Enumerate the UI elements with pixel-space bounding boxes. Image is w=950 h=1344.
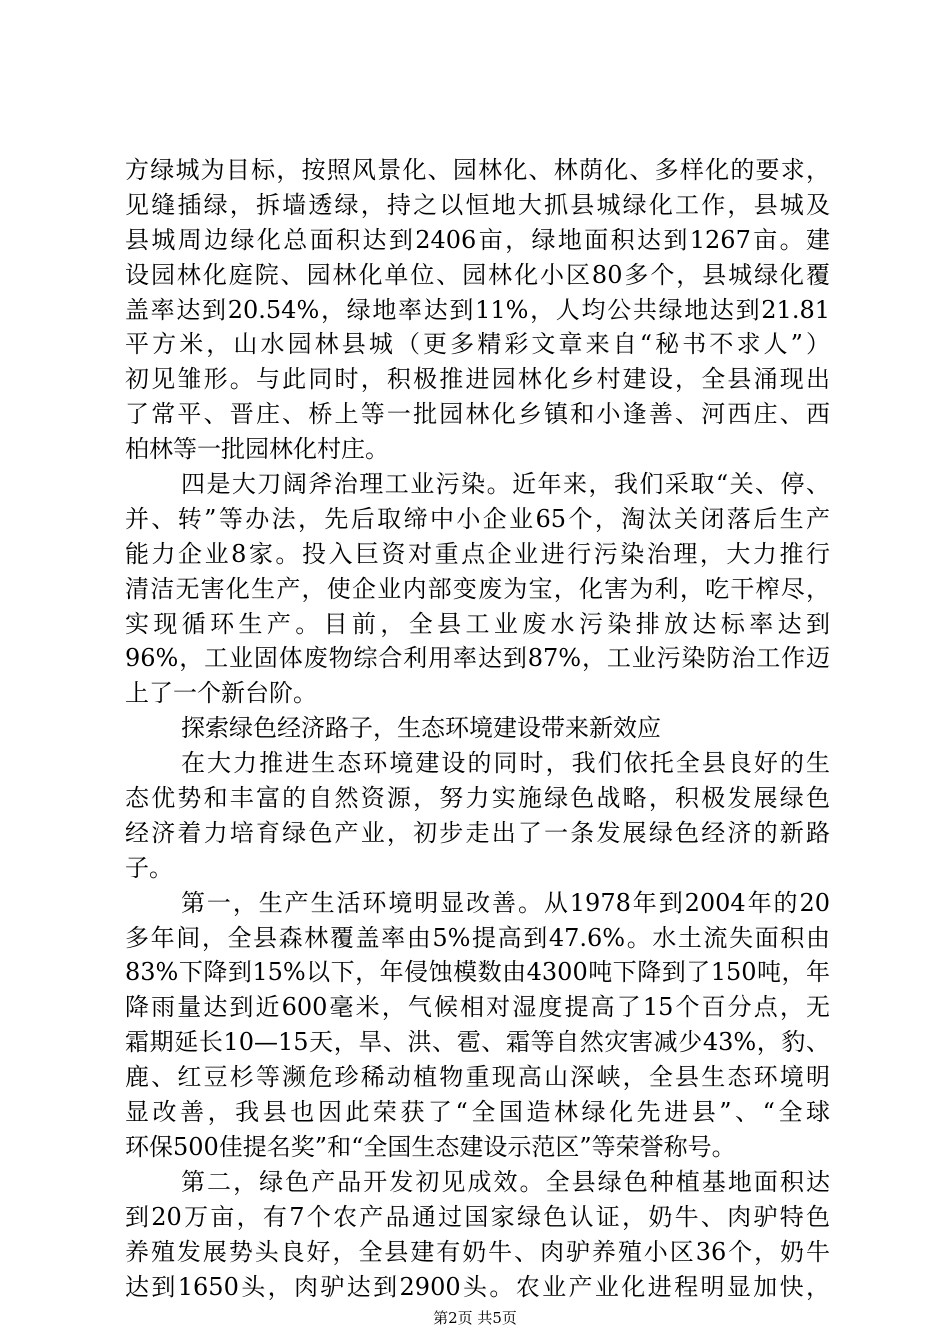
text-line: 盖率达到20.54%，绿地率达到11%，人均公共绿地达到21.81 bbox=[125, 295, 830, 324]
text-line: 设园林化庭院、园林化单位、园林化小区80多个，县城绿化覆 bbox=[125, 260, 830, 289]
text-line: 了常平、晋庄、桥上等一批园林化乡镇和小逢善、河西庄、西 bbox=[125, 400, 830, 429]
text-line: 环保500佳提名奖”和“全国生态建设示范区”等荣誉称号。 bbox=[125, 1132, 736, 1161]
text-line: 达到1650头，肉驴达到2900头。农业产业化进程明显加快， bbox=[125, 1272, 830, 1301]
page-footer bbox=[0, 1308, 950, 1328]
page-number: 第2页 共5页 bbox=[433, 1309, 517, 1327]
text-line: 鹿、红豆杉等濒危珍稀动植物重现高山深峡，全县生态环境明 bbox=[125, 1063, 830, 1092]
text-line: 能力企业8家。投入巨资对重点企业进行污染治理，大力推行 bbox=[125, 539, 830, 568]
text-line: 实现循环生产。目前，全县工业废水污染排放达标率达到 bbox=[125, 609, 830, 638]
paragraph-start-line: 在大力推进生态环境建设的同时，我们依托全县良好的生 bbox=[181, 749, 830, 778]
text-line: 清洁无害化生产，使企业内部变废为宝，化害为利，吃干榨尽， bbox=[125, 574, 830, 603]
text-line: 到20万亩，有7个农产品通过国家绿色认证，奶牛、肉驴特色 bbox=[125, 1202, 830, 1231]
text-line: 见缝插绿，拆墙透绿，持之以恒地大抓县城绿化工作，县城及 bbox=[125, 190, 830, 219]
text-line: 96%，工业固体废物综合利用率达到87%，工业污染防治工作迈 bbox=[125, 644, 830, 673]
text-line: 霜期延长10—15天，旱、洪、雹、霜等自然灾害减少43%，豹、 bbox=[125, 1028, 830, 1057]
text-line: 显改善，我县也因此荣获了“全国造林绿化先进县”、“全球 bbox=[125, 1098, 830, 1127]
text-line: 经济着力培育绿色产业，初步走出了一条发展绿色经济的新路 bbox=[125, 818, 830, 847]
paragraph-start-line: 四是大刀阔斧治理工业污染。近年来，我们采取“关、停、 bbox=[181, 470, 830, 499]
paragraph-start-line: 第一，生产生活环境明显改善。从1978年到2004年的20 bbox=[181, 888, 830, 917]
text-line: 并、转”等办法，先后取缔中小企业65个，淘汰关闭落后生产 bbox=[125, 504, 830, 533]
text-line: 县城周边绿化总面积达到2406亩，绿地面积达到1267亩。建 bbox=[125, 225, 830, 254]
text-line: 降雨量达到近600毫米，气候相对湿度提高了15个百分点，无 bbox=[125, 993, 830, 1022]
paragraph-start-line: 第二，绿色产品开发初见成效。全县绿色种植基地面积达 bbox=[181, 1167, 830, 1196]
text-line: 平方米，山水园林县城（更多精彩文章来自“秘书不求人”） bbox=[125, 330, 830, 359]
text-line: 方绿城为目标，按照风景化、园林化、林荫化、多样化的要求， bbox=[125, 156, 830, 184]
text-line: 子。 bbox=[125, 853, 173, 882]
text-line: 多年间，全县森林覆盖率由5%提高到47.6%。水土流失面积由 bbox=[125, 923, 830, 952]
document-body bbox=[125, 153, 830, 1304]
text-line: 初见雏形。与此同时，积极推进园林化乡村建设，全县涌现出 bbox=[125, 365, 830, 394]
section-heading: 探索绿色经济路子，生态环境建设带来新效应 bbox=[181, 714, 661, 743]
text-line: 养殖发展势头良好，全县建有奶牛、肉驴养殖小区36个，奶牛 bbox=[125, 1237, 830, 1266]
text-line: 态优势和丰富的自然资源，努力实施绿色战略，积极发展绿色 bbox=[125, 784, 830, 813]
text-line: 柏林等一批园林化村庄。 bbox=[125, 435, 389, 464]
text-line: 83%下降到15%以下，年侵蚀模数由4300吨下降到了150吨，年 bbox=[125, 958, 830, 987]
text-line: 上了一个新台阶。 bbox=[125, 679, 317, 708]
